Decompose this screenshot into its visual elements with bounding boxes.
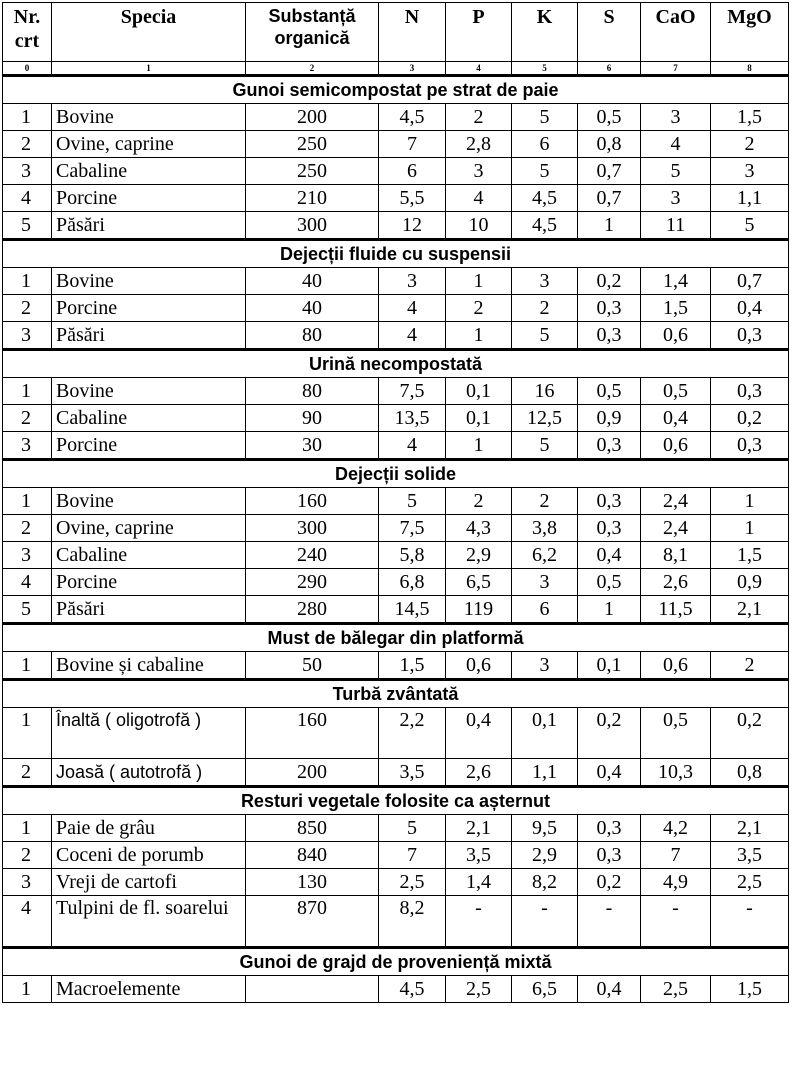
organic-matter-value: 40 xyxy=(246,268,379,295)
section-header-row xyxy=(3,240,789,268)
row-number: 1 xyxy=(3,815,52,842)
species-name: Cabaline xyxy=(52,158,246,185)
section-header-row xyxy=(3,76,789,104)
cao-value: 2,4 xyxy=(641,515,711,542)
s-value: 0,2 xyxy=(578,708,641,759)
cao-value: 11,5 xyxy=(641,596,711,624)
species-name: Cabaline xyxy=(52,542,246,569)
section-title: Resturi vegetale folosite ca așternut xyxy=(3,787,789,815)
row-number: 1 xyxy=(3,268,52,295)
cao-value: 2,6 xyxy=(641,569,711,596)
mgo-value: 0,9 xyxy=(711,569,789,596)
s-value: 0,1 xyxy=(578,652,641,680)
mgo-value: 2,5 xyxy=(711,869,789,896)
s-value: 0,9 xyxy=(578,405,641,432)
species-name: Păsări xyxy=(52,322,246,350)
table-header xyxy=(3,3,789,76)
k-value: 6,5 xyxy=(512,976,578,1003)
mgo-value: 1 xyxy=(711,488,789,515)
mgo-value: 1,5 xyxy=(711,542,789,569)
section-title: Turbă zvântată xyxy=(3,680,789,708)
table-row xyxy=(3,185,789,212)
s-value: 0,5 xyxy=(578,569,641,596)
section-title: Dejecții solide xyxy=(3,460,789,488)
s-value: 0,3 xyxy=(578,488,641,515)
s-value: 0,3 xyxy=(578,815,641,842)
row-number: 1 xyxy=(3,488,52,515)
n-value: 6,8 xyxy=(379,569,446,596)
k-value: 0,1 xyxy=(512,708,578,759)
s-value: 0,7 xyxy=(578,158,641,185)
mgo-value: 2 xyxy=(711,131,789,158)
n-value: 7,5 xyxy=(379,378,446,405)
species-name: Porcine xyxy=(52,295,246,322)
mgo-value: 3 xyxy=(711,158,789,185)
n-value: 3,5 xyxy=(379,759,446,787)
species-name: Ovine, caprine xyxy=(52,515,246,542)
table-body xyxy=(3,76,789,1003)
p-value: 1 xyxy=(446,268,512,295)
n-value: 1,5 xyxy=(379,652,446,680)
row-number: 2 xyxy=(3,295,52,322)
nutrient-table xyxy=(2,2,789,1003)
row-number: 1 xyxy=(3,652,52,680)
mgo-value: 1,5 xyxy=(711,104,789,131)
organic-matter-value: 80 xyxy=(246,378,379,405)
mgo-value: 2,1 xyxy=(711,815,789,842)
s-value: 0,3 xyxy=(578,295,641,322)
k-value: 5 xyxy=(512,322,578,350)
p-value: 4 xyxy=(446,185,512,212)
k-value: 6,2 xyxy=(512,542,578,569)
table-row xyxy=(3,295,789,322)
organic-matter-value: 300 xyxy=(246,515,379,542)
k-value: 12,5 xyxy=(512,405,578,432)
organic-matter-value: 280 xyxy=(246,596,379,624)
header-substanta-organica: Substanță organică xyxy=(246,3,379,62)
k-value: 5 xyxy=(512,158,578,185)
n-value: 5 xyxy=(379,815,446,842)
k-value: 2 xyxy=(512,295,578,322)
cao-value: 7 xyxy=(641,842,711,869)
s-value: 0,7 xyxy=(578,185,641,212)
k-value: 16 xyxy=(512,378,578,405)
table-row xyxy=(3,815,789,842)
mgo-value: 0,8 xyxy=(711,759,789,787)
s-value: 0,8 xyxy=(578,131,641,158)
organic-matter-value: 240 xyxy=(246,542,379,569)
n-value: 13,5 xyxy=(379,405,446,432)
cao-value: 0,5 xyxy=(641,378,711,405)
n-value: 12 xyxy=(379,212,446,240)
n-value: 4 xyxy=(379,295,446,322)
section-header-row xyxy=(3,350,789,378)
table-row xyxy=(3,322,789,350)
n-value: 14,5 xyxy=(379,596,446,624)
table-row xyxy=(3,515,789,542)
organic-matter-value: 160 xyxy=(246,488,379,515)
cao-value: 4 xyxy=(641,131,711,158)
row-number: 2 xyxy=(3,759,52,787)
table-row xyxy=(3,268,789,295)
table-row xyxy=(3,432,789,460)
k-value: 9,5 xyxy=(512,815,578,842)
mgo-value: 0,3 xyxy=(711,322,789,350)
table-row xyxy=(3,842,789,869)
table-row xyxy=(3,596,789,624)
header-p: P xyxy=(446,3,512,62)
cao-value: 11 xyxy=(641,212,711,240)
organic-matter-value xyxy=(246,976,379,1003)
p-value: 2 xyxy=(446,488,512,515)
mgo-value: 0,4 xyxy=(711,295,789,322)
k-value: 6 xyxy=(512,596,578,624)
p-value: 0,1 xyxy=(446,405,512,432)
row-number: 3 xyxy=(3,322,52,350)
mgo-value: 2 xyxy=(711,652,789,680)
organic-matter-value: 160 xyxy=(246,708,379,759)
header-row xyxy=(3,3,789,62)
organic-matter-value: 30 xyxy=(246,432,379,460)
species-name: Păsări xyxy=(52,596,246,624)
section-title: Dejecții fluide cu suspensii xyxy=(3,240,789,268)
s-value: 0,4 xyxy=(578,976,641,1003)
row-number: 3 xyxy=(3,869,52,896)
table-row xyxy=(3,542,789,569)
n-value: 6 xyxy=(379,158,446,185)
species-name: Bovine xyxy=(52,378,246,405)
s-value: 0,5 xyxy=(578,104,641,131)
organic-matter-value: 870 xyxy=(246,896,379,948)
n-value: 7,5 xyxy=(379,515,446,542)
table-row xyxy=(3,104,789,131)
cao-value: 2,4 xyxy=(641,488,711,515)
section-header-row xyxy=(3,948,789,976)
p-value: 2 xyxy=(446,295,512,322)
header-nr-crt: Nr. crt xyxy=(3,3,52,62)
mgo-value: 2,1 xyxy=(711,596,789,624)
row-number: 3 xyxy=(3,542,52,569)
row-number: 2 xyxy=(3,131,52,158)
table-row xyxy=(3,378,789,405)
table-row xyxy=(3,212,789,240)
column-number: 7 xyxy=(641,62,711,76)
k-value: - xyxy=(512,896,578,948)
cao-value: 0,5 xyxy=(641,708,711,759)
cao-value: 0,6 xyxy=(641,432,711,460)
organic-matter-value: 130 xyxy=(246,869,379,896)
n-value: 2,2 xyxy=(379,708,446,759)
k-value: 5 xyxy=(512,104,578,131)
p-value: 10 xyxy=(446,212,512,240)
p-value: 0,6 xyxy=(446,652,512,680)
table-row xyxy=(3,569,789,596)
species-name: Bovine xyxy=(52,104,246,131)
organic-matter-value: 250 xyxy=(246,158,379,185)
s-value: 0,4 xyxy=(578,759,641,787)
n-value: 4 xyxy=(379,322,446,350)
mgo-value: - xyxy=(711,896,789,948)
column-number: 4 xyxy=(446,62,512,76)
n-value: 7 xyxy=(379,131,446,158)
s-value: 1 xyxy=(578,596,641,624)
table-row xyxy=(3,488,789,515)
section-header-row xyxy=(3,624,789,652)
n-value: 4,5 xyxy=(379,976,446,1003)
table-row xyxy=(3,652,789,680)
p-value: 3 xyxy=(446,158,512,185)
section-header-row xyxy=(3,680,789,708)
species-name: Coceni de porumb xyxy=(52,842,246,869)
s-value: - xyxy=(578,896,641,948)
row-number: 1 xyxy=(3,104,52,131)
column-number: 5 xyxy=(512,62,578,76)
p-value: 0,1 xyxy=(446,378,512,405)
k-value: 3 xyxy=(512,268,578,295)
p-value: 2 xyxy=(446,104,512,131)
header-cao: CaO xyxy=(641,3,711,62)
k-value: 1,1 xyxy=(512,759,578,787)
cao-value: 10,3 xyxy=(641,759,711,787)
row-number: 3 xyxy=(3,158,52,185)
species-name: Bovine și cabaline xyxy=(52,652,246,680)
organic-matter-value: 90 xyxy=(246,405,379,432)
p-value: 2,5 xyxy=(446,976,512,1003)
s-value: 0,5 xyxy=(578,378,641,405)
row-number: 2 xyxy=(3,842,52,869)
p-value: 0,4 xyxy=(446,708,512,759)
column-number: 1 xyxy=(52,62,246,76)
cao-value: 3 xyxy=(641,185,711,212)
cao-value: 4,2 xyxy=(641,815,711,842)
s-value: 0,2 xyxy=(578,869,641,896)
mgo-value: 1,5 xyxy=(711,976,789,1003)
species-name: Tulpini de fl. soarelui xyxy=(52,896,246,948)
cao-value: 0,4 xyxy=(641,405,711,432)
cao-value: 8,1 xyxy=(641,542,711,569)
species-name: Bovine xyxy=(52,488,246,515)
column-number: 6 xyxy=(578,62,641,76)
row-number: 1 xyxy=(3,976,52,1003)
p-value: 3,5 xyxy=(446,842,512,869)
section-title: Gunoi semicompostat pe strat de paie xyxy=(3,76,789,104)
row-number: 5 xyxy=(3,212,52,240)
s-value: 0,3 xyxy=(578,842,641,869)
row-number: 4 xyxy=(3,569,52,596)
p-value: 119 xyxy=(446,596,512,624)
species-name: Ovine, caprine xyxy=(52,131,246,158)
n-value: 2,5 xyxy=(379,869,446,896)
row-number: 2 xyxy=(3,515,52,542)
p-value: 1,4 xyxy=(446,869,512,896)
n-value: 4,5 xyxy=(379,104,446,131)
row-number: 4 xyxy=(3,896,52,948)
species-name: Bovine xyxy=(52,268,246,295)
section-title: Urină necompostată xyxy=(3,350,789,378)
p-value: 6,5 xyxy=(446,569,512,596)
table-row xyxy=(3,158,789,185)
species-name: Porcine xyxy=(52,432,246,460)
species-name: Înaltă ( oligotrofă ) xyxy=(52,708,246,759)
table-row xyxy=(3,759,789,787)
p-value: 2,1 xyxy=(446,815,512,842)
section-title: Gunoi de grajd de proveniență mixtă xyxy=(3,948,789,976)
table-row xyxy=(3,976,789,1003)
organic-matter-value: 200 xyxy=(246,759,379,787)
organic-matter-value: 200 xyxy=(246,104,379,131)
row-number: 1 xyxy=(3,708,52,759)
k-value: 3 xyxy=(512,569,578,596)
species-name: Porcine xyxy=(52,185,246,212)
n-value: 8,2 xyxy=(379,896,446,948)
mgo-value: 5 xyxy=(711,212,789,240)
organic-matter-value: 840 xyxy=(246,842,379,869)
n-value: 4 xyxy=(379,432,446,460)
mgo-value: 0,3 xyxy=(711,432,789,460)
s-value: 0,2 xyxy=(578,268,641,295)
mgo-value: 1,1 xyxy=(711,185,789,212)
table-row xyxy=(3,869,789,896)
row-number: 1 xyxy=(3,378,52,405)
k-value: 8,2 xyxy=(512,869,578,896)
section-header-row xyxy=(3,460,789,488)
cao-value: 2,5 xyxy=(641,976,711,1003)
n-value: 7 xyxy=(379,842,446,869)
cao-value: 5 xyxy=(641,158,711,185)
s-value: 0,3 xyxy=(578,322,641,350)
species-name: Cabaline xyxy=(52,405,246,432)
s-value: 0,3 xyxy=(578,432,641,460)
cao-value: 0,6 xyxy=(641,322,711,350)
k-value: 5 xyxy=(512,432,578,460)
row-number: 4 xyxy=(3,185,52,212)
mgo-value: 0,2 xyxy=(711,708,789,759)
mgo-value: 0,3 xyxy=(711,378,789,405)
k-value: 6 xyxy=(512,131,578,158)
column-number: 3 xyxy=(379,62,446,76)
header-specia: Specia xyxy=(52,3,246,62)
k-value: 2,9 xyxy=(512,842,578,869)
p-value: 2,9 xyxy=(446,542,512,569)
k-value: 3,8 xyxy=(512,515,578,542)
column-number: 8 xyxy=(711,62,789,76)
s-value: 1 xyxy=(578,212,641,240)
cao-value: 1,5 xyxy=(641,295,711,322)
table-row xyxy=(3,131,789,158)
row-number: 3 xyxy=(3,432,52,460)
column-number: 2 xyxy=(246,62,379,76)
mgo-value: 0,7 xyxy=(711,268,789,295)
header-mgo: MgO xyxy=(711,3,789,62)
s-value: 0,4 xyxy=(578,542,641,569)
n-value: 3 xyxy=(379,268,446,295)
cao-value: 1,4 xyxy=(641,268,711,295)
k-value: 4,5 xyxy=(512,185,578,212)
organic-matter-value: 50 xyxy=(246,652,379,680)
cao-value: 3 xyxy=(641,104,711,131)
cao-value: - xyxy=(641,896,711,948)
n-value: 5,5 xyxy=(379,185,446,212)
p-value: 1 xyxy=(446,322,512,350)
species-name: Macroelemente xyxy=(52,976,246,1003)
species-name: Vreji de cartofi xyxy=(52,869,246,896)
organic-matter-value: 40 xyxy=(246,295,379,322)
species-name: Paie de grâu xyxy=(52,815,246,842)
organic-matter-value: 80 xyxy=(246,322,379,350)
organic-matter-value: 250 xyxy=(246,131,379,158)
column-number-row xyxy=(3,62,789,76)
p-value: - xyxy=(446,896,512,948)
s-value: 0,3 xyxy=(578,515,641,542)
header-s: S xyxy=(578,3,641,62)
table-row xyxy=(3,896,789,948)
k-value: 4,5 xyxy=(512,212,578,240)
header-k: K xyxy=(512,3,578,62)
mgo-value: 3,5 xyxy=(711,842,789,869)
species-name: Joasă ( autotrofă ) xyxy=(52,759,246,787)
cao-value: 0,6 xyxy=(641,652,711,680)
species-name: Porcine xyxy=(52,569,246,596)
k-value: 2 xyxy=(512,488,578,515)
column-number: 0 xyxy=(3,62,52,76)
row-number: 2 xyxy=(3,405,52,432)
table-row xyxy=(3,708,789,759)
p-value: 1 xyxy=(446,432,512,460)
table-row xyxy=(3,405,789,432)
n-value: 5 xyxy=(379,488,446,515)
section-header-row xyxy=(3,787,789,815)
mgo-value: 0,2 xyxy=(711,405,789,432)
row-number: 5 xyxy=(3,596,52,624)
organic-matter-value: 210 xyxy=(246,185,379,212)
p-value: 2,8 xyxy=(446,131,512,158)
k-value: 3 xyxy=(512,652,578,680)
p-value: 4,3 xyxy=(446,515,512,542)
header-n: N xyxy=(379,3,446,62)
cao-value: 4,9 xyxy=(641,869,711,896)
n-value: 5,8 xyxy=(379,542,446,569)
organic-matter-value: 300 xyxy=(246,212,379,240)
section-title: Must de bălegar din platformă xyxy=(3,624,789,652)
mgo-value: 1 xyxy=(711,515,789,542)
species-name: Păsări xyxy=(52,212,246,240)
p-value: 2,6 xyxy=(446,759,512,787)
organic-matter-value: 290 xyxy=(246,569,379,596)
organic-matter-value: 850 xyxy=(246,815,379,842)
